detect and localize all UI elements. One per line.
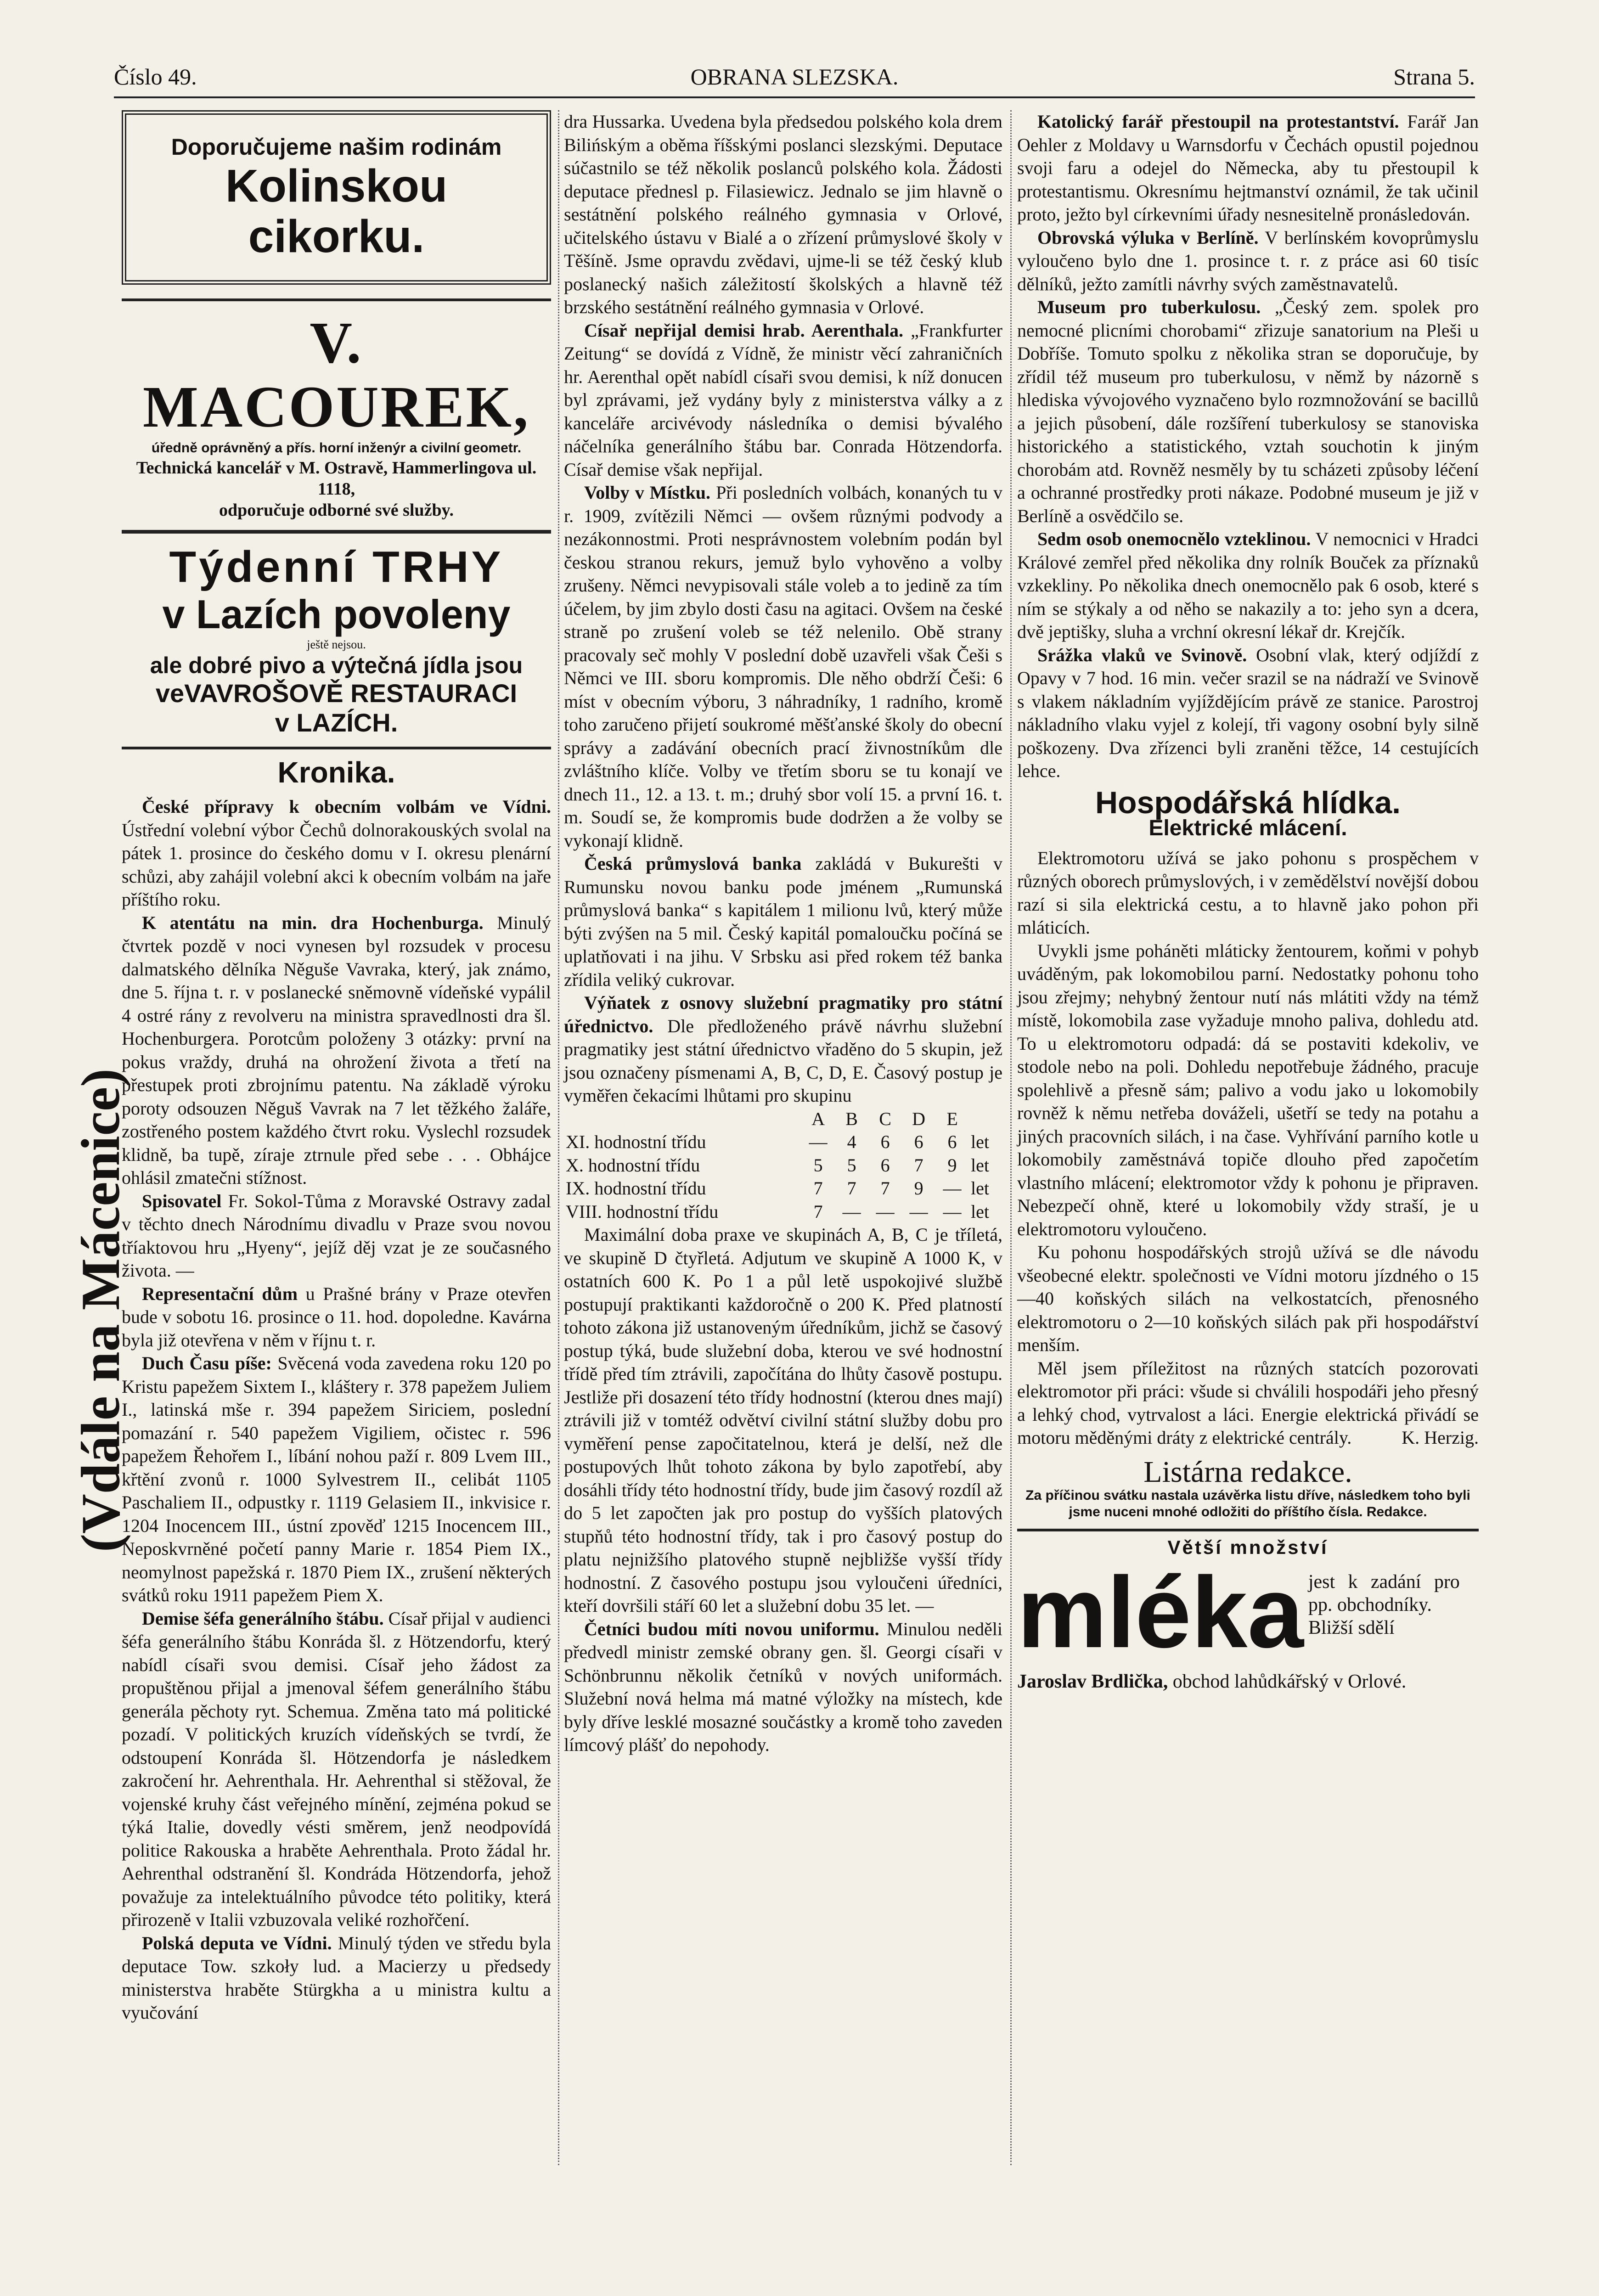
- article: Polská deputa ve Vídni. Minulý týden ve středu byla deputace Tow. szkoły lud. a Macierzy u předsedy ministerstva hraběte Stürgkha a u ministra kultu a vyučování: [122, 1932, 551, 2023]
- margin-bleedthrough: [18, 726, 131, 1598]
- ad-restaurant-t2: v Lazích povoleny: [162, 591, 511, 637]
- editorial-heading: Listárna redakce.: [1143, 1455, 1352, 1489]
- ad-macourek-name: V. MACOUREK,: [142, 310, 530, 439]
- article-subheading: Elektrické mlácení.: [1149, 816, 1347, 840]
- margin-big-text: (Vdále na Mácenice): [70, 1068, 131, 1552]
- column-separator: [1010, 110, 1012, 2165]
- issue-number: Číslo 49.: [114, 64, 197, 90]
- ad-milk-big: mléka: [1017, 1555, 1304, 1669]
- article: Ku pohonu hospodářských strojů užívá se dle návodu všeobecné elektr. společnosti ve Vídni motoru jízdného o 15—40 koňských silách na velkostatcích, přenosného elektromotoru o 2—10 koňských silách pak při hospodářství menším.: [1017, 1242, 1479, 1355]
- ad-restaurant-t1: Týdenní TRHY: [169, 542, 504, 591]
- article: Representační dům u Prašné brány v Praze otevřen bude v sobotu 16. prosince o 11. hod. dopoledne. Kavárna byla již otevřena v něm v říjnu t. r.: [122, 1283, 552, 1351]
- article: Četníci budou míti novou uniformu. Minulou neděli předvedl ministr zemské obrany gen. šl. Georgi císaři v Schönbrunnu několik četníků v nových uniformách. Služební nová helma má matné výložky na místech, kde byly dříve lesklé mosazné součástky a kromě toho zaveden límcový plášť do nepohody.: [564, 1618, 1003, 1755]
- ad-restaurant: [122, 530, 551, 737]
- table-row: XI. hodnostní třídu — 4 6 6 6 let: [566, 1131, 989, 1152]
- article: Elektromotoru užívá se jako pohonu s prospěchem v různých oborech průmyslových, i v zemědělství novější dobou razí si sila elektrická cestu, a to hlavně jako pohon při mláticích.: [1017, 847, 1479, 938]
- page-header: [114, 63, 1475, 100]
- header-rule: [114, 96, 1475, 98]
- ad-chicory-line2: Kolinskou cikorku.: [225, 160, 448, 262]
- column-2: [564, 110, 1002, 1757]
- article-signature: K. Herzig.: [1402, 1427, 1479, 1448]
- table-row: IX. hodnostní třídu 7 7 7 9 — let: [566, 1178, 989, 1199]
- table-row: X. hodnostní třídu 5 5 6 7 9 let: [566, 1154, 989, 1176]
- ad-milk: [1017, 1529, 1479, 1694]
- article: Duch Času píše: Svěcená voda zavedena roku 120 po Kristu papežem Sixtem I., kláštery r. 378 papežem Juliem I., latinská mše r. 394 papežem Siriciem, poslední pomazání r. 540 papežem Vigiliem, očistec r. 596 papežem Řehořem I., líbání nohou paží r. 809 Lvem III., křtění zvonů r. 1000 Sylvestrem II., celibát 1105 Paschaliem II., odpustky r. 1119 Gelasiem II., inkvisice r. 1204 Inocencem III., ústní zpověď 1215 Inocencem III., Neposkvrněné početí panny Marie r. 1854 Piem IX., neomylnost papežská r. 1870 Piem IX., zrušení některých svátků roku 1911 papežem Piem X.: [122, 1353, 551, 1605]
- article: České přípravy k obecním volbám ve Vídni. Ústřední volební výbor Čechů dolnorakouských svolal na pátek 1. prosince do českého domu v I. okresu plenární schůzi, aby zahájil volební akci k obecním volbám na jaře příštího roku.: [122, 796, 551, 910]
- newspaper-title: OBRANA SLEZSKA.: [690, 64, 899, 90]
- ad-restaurant-t5: veVAVROŠOVĚ RESTAURACI: [155, 679, 518, 708]
- article: Maximální doba praxe ve skupinách A, B, C je tříletá, ve skupině D čtyřletá. Adjutum ve skupině A 1000 K, v ostatních 600 K. Po 1 a půl letě uspokojivé službě postupují praktikanti každoročně o 200 K. Před platností tohoto zákona již ustanoveným úředníkům, jichž se časový postup týká, bude služební doba, kterou ve své hodnostní třídě před tím ztrávili, započítána do lhůty časově postupu. Jestliže při dosazení této třídy hodnostní (kterou dnes mají) ztrávili již v tomtéž odvětví civilní státní služby dobu pro vyměření pense započitatelnou, která je delší, než dle postupových lhůt tohoto zákona by bylo zapotřebí, aby dosáhli třídy této hodnostní třídy, bude jim časový rozdíl až do 5 let započten jak pro postup do vyšších platových stupňů této hodnostní třídy, tak i pro časový postup do platu nejnižšího platového stupně nejbližše vyšší třídy hodnostní. Z časového postupu jsou vyloučeni úředníci, kteří dovršili stáří 60 let a služební dobu 35 let. —: [564, 1224, 1002, 1616]
- column-3: [1017, 110, 1479, 1694]
- article: Volby v Místku. Při posledních volbách, konaných tu v r. 1909, zvítězili Němci — ovšem různými podvody a nezákonnostmi. Proti nesprávnostem volebním podán byl českou stranou rekurs, jemuž bylo vyhověno a volby zrušeny. Němci nevypisovali stále voleb a to jedině za tím účelem, by jim zbylo dosti času na agitaci. Ovšem na české straně po zrušení voleb se též nelenilo. Obě strany pracovaly seč mohly V poslední době uzavřeli však Češi s Němci ve III. sboru kompromis. Dle něho obdrží Češi: 6 míst v obecním výboru, 3 náhradníky, 1 radního, kromě toho zaručeno přijetí soukromé měšťanské školy do obecní správy a zadávání obecních prací živnostníkům dle zvláštního klíče. Volby ve třetím sboru se tu konají ve dnech 11., 12. a 13. t. m.; druhý sbor volí 15. a první 16. t. m. Soudí se, že kompromis bude dodržen a že volby se vykonají klidně.: [564, 482, 1002, 851]
- section-heading-kronika: Kronika.: [122, 747, 551, 789]
- ad-milk-side: jest k zadání pro pp. obchodníky. Bližší sdělí: [1308, 1571, 1460, 1638]
- editorial-note: Za příčinou svátku nastala uzávěrka listu dříve, následkem toho byli jsme nuceni mnohé odložiti do příštího čísla. Redakce.: [1025, 1488, 1470, 1519]
- page-number: Strana 5.: [1393, 64, 1475, 90]
- article: Spisovatel Fr. Sokol-Tůma z Moravské Ostravy zadal v těchto dnech Národnímu divadlu v Praze svou novou tříaktovou hru „Hyeny“, jejíž děj vzat je ze současného života. —: [122, 1190, 551, 1281]
- article: Sedm osob onemocnělo vzteklinou. V nemocnici v Hradci Králové zemřel před několika dny rolník Bouček za příznaků vzkekliny. Po několika dnech onemocnělo pak 6 osob, které s ním se stýkaly a od něho se nakazily a to: jeho syn a dcera, dvě jeptišky, sluha a vrchní okresní lékař dr. Krejčík.: [1017, 529, 1479, 642]
- ad-milk-top: Větší množství: [1167, 1536, 1329, 1558]
- ad-macourek-line3: odporučuje odborné své služby.: [219, 501, 454, 520]
- article: K atentátu na min. dra Hochenburga. Minulý čtvrtek pozdě v noci vynesen byl rozsudek v procesu dalmatského dělníka Něguše Vavraka, který, jak známo, dne 5. října t. r. v poslanecké sněmovně vídeňské vypálil 4 ostré rány z revolveru na ministra spravedlnosti dra šl. Hochenburgera. Porotcům položeny 3 otázky: první na pokus vraždy, druhá na ohrožení života a třetí na přestupek proti zbrojnímu patentu. Na základě výroku poroty odsouzen Něguš Vavrak na 7 let těžkého žaláře, zostřeného postem každého čtvrt roku. Vyslechl rozsudek klidně, ba tupě, zíraje ztrnule před sebe . . . Obhájce ohlásil zmatečni stížnost.: [122, 912, 552, 1188]
- article: Výňatek z osnovy služební pragmatiky pro státní úřednictvo. Dle předloženého právě návrhu služební pragmatiky jest státní úřednictvo vřaděno do 5 skupin, jež jsou označeny písmenami A, B, C, D, E. Časový postup je vyměřen čekacími lhůtami pro skupinu: [564, 992, 1002, 1106]
- ad-restaurant-t4: ale dobré pivo a výtečná jídla jsou: [150, 653, 523, 678]
- table-header-row: A B C D E: [811, 1108, 958, 1129]
- waiting-periods-table: [564, 1108, 1002, 1224]
- ad-chicory-line1: Doporučujeme našim rodinám: [171, 134, 502, 160]
- article: Srážka vlaků ve Svinově. Osobní vlak, který odjíždí z Opavy v 7 hod. 16 min. večer srazil se na nádraží ve Svinově s vlakem nákladním vyjíždějícím právě ze stanice. Parostroj nákladního vlaku vyjel z kolejí, tři vagony osobní byly silně poškozeny. Dva zřízenci byli zraněni těžce, 14 cestujících lehce.: [1017, 644, 1479, 781]
- ad-chicory: [122, 110, 551, 285]
- ad-milk-contact: Jaroslav Brdlička, obchod lahůdkářský v Orlové.: [1017, 1671, 1407, 1692]
- article: Demise šéfa generálního štábu. Císař přijal v audienci šéfa generálního štábu Konráda šl. z Hötzendorfu, který nabídl císaři svou demisi. Císař jeho žádost za propuštěnou přijal a jmenoval šéfem generálního štábu generála pěchoty ryt. Schemua. Změna tato má politické pozadí. V politických kruzích vídeňských se tvrdí, že odstoupení Konráda šl. Hötzendorfa je následkem zakročení hr. Aehrenthala. Hr. Aehrenthal si stěžoval, že vojenské kruhy část veřejného mínění, zejména pokud se týká Italie, dovedly vésti směrem, jenž neodpovídá politice Rakouska a hraběte Aehrenthala. Proto žádal hr. Aehrenthal odstranění šl. Kondráda Hötzendorfa, jehož považuje za intelektuálního původce této politiky, která přirozeně v Italii vzbuzovala veliké rozhořčení.: [122, 1608, 552, 1930]
- column-separator: [558, 110, 559, 2165]
- article: Měl jsem příležitost na různých statcích pozorovati elektromotor při práci: všude si chválili hospodáři jeho přesný a lehký chod, vytrvalost a láci. Energie elektrická přivádí se motoru měděnými dráty z elektrické centrály. K. Herzig.: [1017, 1357, 1479, 1450]
- article: Uvykli jsme poháněti mláticky žentourem, koňmi v pohyb uváděným, pak lokomobilou parní. Nedostatky pohonu toho jsou zřejmy; nehybný žentour nutí nás mlátiti vždy na témž místě, lokomobila zase vyžaduje mnoho paliva, dohledu atd. To u elektromotoru odpadá: dá se postaviti kdekoliv, ve stodole nebo na poli. Dohledu nepotřebuje žádného, pracuje spolehlivě a přesně sám; palivo a vodu jako u lokomobily rovněž k němu netřeba dováželi, ušetří se tedy na potahu a jiných pracovních silách, i na čase. Vyhřívání parního kotle u lokomobily zaměstnává topiče dlouho před započetím vlastního mlácení; elektromotor vždy k pohonu je připraven. Nebezpečí ohně, které u lokomobily vždy straší, je u elektromotoru vyloučeno.: [1017, 940, 1479, 1239]
- ad-restaurant-t3: ještě nejsou.: [307, 638, 366, 651]
- section-heading-hospodarska: Hospodářská hlídka.: [1095, 785, 1401, 820]
- ad-macourek-line1: úředně oprávněný a přís. horní inženýr a civilní geometr.: [151, 440, 522, 456]
- column-1: [122, 110, 551, 2025]
- article-continued: dra Hussarka. Uvedena byla předsedou polského kola drem Bilińským a oběma říšskými poslanci slezskými. Deputace súčastnilo se též několik poslanců polského kola. Žádosti deputace přednesl p. Filasiewicz. Jednalo se jim hlavně o sestátnění polského reálného gymnasia v Orlové, učitelského ústavu v Bialé a o zřízení průmyslové školy v Těšíně. Jsme opravdu zvědavi, ujme-li se též český klub poslanecký našich záležitostí školských a hlavně též brzského sestátnění reálného gymnasia v Orlové.: [564, 111, 1002, 317]
- article: Obrovská výluka v Berlíně. V berlínském kovoprůmyslu vyloučeno bylo dne 1. prosince t. r. z práce asi 60 tisíc dělníků, ježto zamítli návrhy svých zaměstnavatelů.: [1017, 227, 1479, 294]
- ad-macourek: [122, 298, 551, 521]
- ad-macourek-line2: Technická kancelář v M. Ostravě, Hammerlingova ul. 1118,: [136, 458, 537, 499]
- ad-restaurant-t6: v LAZÍCH.: [275, 708, 398, 737]
- article: Museum pro tuberkulosu. „Český zem. spolek pro nemocné plicními chorobami“ zřizuje sanatorium na Pleši u Dobříše. Tomuto spolku z několika stran se doporučuje, by zřídil též museum pro tuberkulosu, v němž by názorně s hlediska vývojového vyznačeno bylo rozmnožování se bacillů a jejich působení, dále rozšíření tuberkulosy se stanoviska historického a statistického, vztah souchotin k jiným chorobám atd. Rovněž nesměly by tu scházeti způsoby léčení a ochranné prostředky proti nákaze. Podobné museum je již v Berlíně a osvědčilo se.: [1017, 297, 1479, 526]
- table-row: VIII. hodnostní třídu 7 — — — — let: [566, 1201, 989, 1222]
- article: Císař nepřijal demisi hrab. Aerenthala. „Frankfurter Zeitung“ se dovídá z Vídně, že ministr věcí zahraničních hr. Aerenthal opět nabídl císaři svou demisi, k níž donucen byl zprávami, jež vydány byly z ministerstva války a z kanceláře arcivévody následníka o demisi bývalého náčelníka generálního štábu bar. Conrada Hötzendorfa. Císař demise však nepřijal.: [564, 320, 1002, 480]
- article: Česká průmyslová banka zakládá v Bukurešti v Rumunsku novou banku pode jménem „Rumunská průmyslová banka“ s kapitálem 1 milionu lvů, který může býti zvýšen na 5 mil. Český kapitál pomaloučku počíná se uplatňovati i na jihu. V Srbsku asi před rokem též banka zřídila veliký cukrovar.: [564, 853, 1002, 990]
- article: Katolický farář přestoupil na protestantství. Farář Jan Oehler z Moldavy u Warnsdorfu v Čechách opustil pojednou svoji faru a odejel do Německa, aby tu přestoupil k protestantismu. Okresnímu hejtmanství oznámil, že tak učinil proto, ježto byl církevními úřady nesnesitelně pronásledován.: [1017, 111, 1479, 225]
